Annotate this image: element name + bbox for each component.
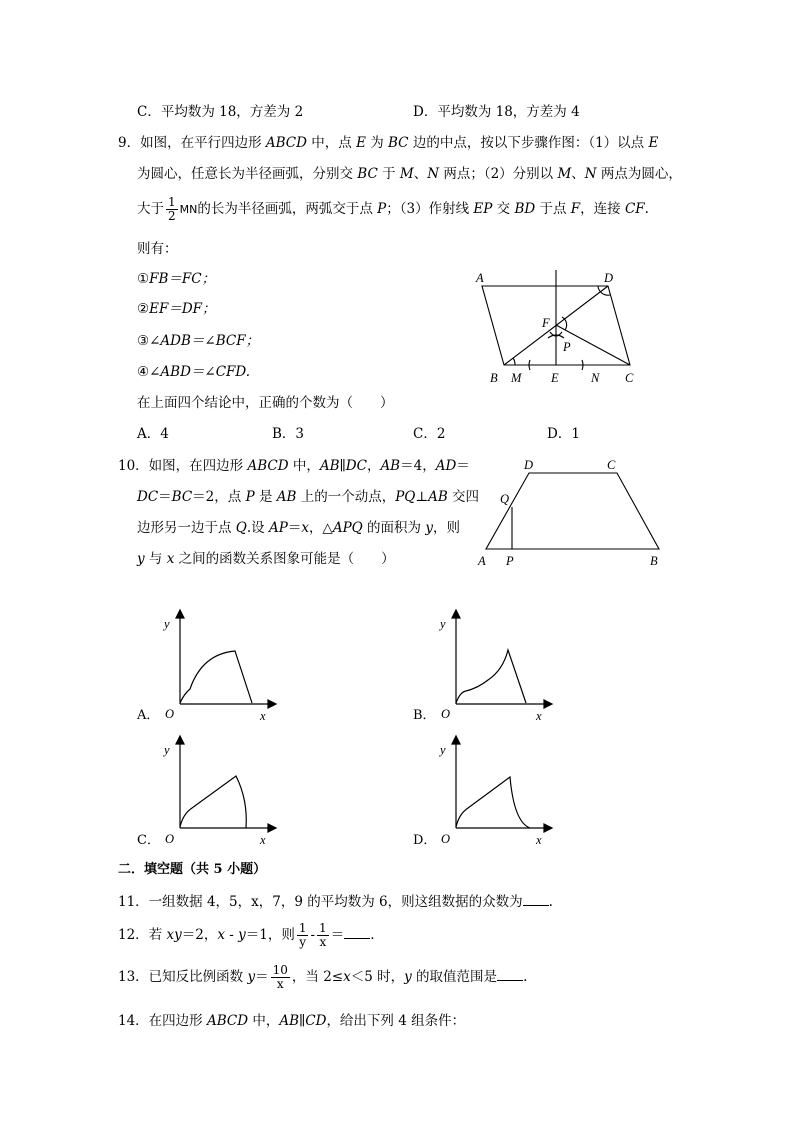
axis-y-label: y [440, 617, 446, 631]
q9-option-d: D．1 [547, 426, 580, 442]
label-q: Q [500, 492, 510, 506]
q8-option-d: D．平均数为 18，方差为 4 [413, 104, 580, 120]
curve-c [180, 776, 246, 828]
q10-line2: DC＝BC＝2，点 P 是 AB 上的一个动点，PQ⊥AB 交四 [137, 489, 480, 505]
option-b-label: B． [413, 708, 436, 723]
q9-statement-2: ②EF＝DF； [137, 301, 216, 317]
fraction-1-over-x: $\frac{1}{x}$ [319, 921, 327, 949]
option-a-label: A． [137, 708, 160, 723]
label-a: A [476, 271, 484, 285]
q10-graph-c [132, 732, 282, 852]
answer-blank[interactable] [497, 968, 523, 981]
q9-statement-1: ①FB＝FC； [137, 271, 216, 287]
label-p: P [506, 554, 514, 568]
q10-graph-a [132, 606, 282, 726]
q14: 14．在四边形 ABCD 中，AB∥CD，给出下列 4 组条件： [118, 1013, 466, 1029]
axis-y-label: y [164, 617, 170, 631]
q9-option-c: C．2 [413, 426, 446, 442]
fraction-1-over-y: $\frac{1}{y}$ [298, 921, 307, 949]
q9-parallelogram-figure [470, 262, 650, 392]
curve-b [456, 650, 526, 703]
axis-y-label: y [164, 743, 170, 757]
q9-statement-3: ③∠ADB＝∠BCF； [137, 333, 260, 349]
label-f: F [542, 316, 550, 330]
axis-x-label: x [536, 709, 542, 723]
q9-line3: 大于 $\frac{1}{2}$ MN的长为半径画弧，两弧交于点 P；（3）作射线 EP 交 BD 于点 F，连接 CF. [137, 195, 649, 223]
label-p: P [563, 340, 571, 354]
label-n: N [591, 371, 600, 385]
q10-trapezoid-figure [472, 455, 667, 570]
label-e: E [551, 371, 559, 385]
label-d: D [604, 271, 614, 285]
origin-label: O [165, 832, 175, 846]
label-b: B [490, 371, 498, 385]
option-c-label: C． [137, 833, 160, 848]
q10-line3: 边形另一边于点 Q.设 AP＝x，△APQ 的面积为 y，则 [137, 520, 460, 536]
answer-blank[interactable] [344, 926, 370, 939]
q9-option-a: A．4 [137, 426, 169, 442]
origin-label: O [441, 707, 451, 721]
angle-mark-b [513, 358, 515, 365]
q9-line2: 为圆心，任意长为半径画弧，分别交 BC 于 M、N 两点；（2）分别以 M、N 两点为圆心， [137, 166, 682, 182]
q13: 13．已知反比例函数 y＝ $\frac{10}{x}$ ，当 2≤x＜5 时，y 的取值范围是 . [118, 963, 528, 991]
axis-y-label: y [440, 743, 446, 757]
q10-graph-d [408, 732, 558, 852]
origin-label: O [441, 832, 451, 846]
half-fraction: $\frac{1}{2}$ [168, 195, 176, 223]
axis-x-label: x [260, 833, 266, 847]
option-d-label: D． [413, 833, 437, 848]
section-2-heading: 二．填空题（共 5 小题） [118, 862, 267, 877]
q9-option-b: B．3 [272, 426, 305, 442]
label-c: C [607, 458, 616, 472]
label-m: M [511, 371, 522, 385]
label-c: C [625, 371, 634, 385]
q10-line1: 10．如图，在四边形 ABCD 中，AB∥DC，AB＝4，AD＝ [118, 458, 470, 474]
curve-d [456, 777, 530, 828]
origin-label: O [165, 707, 175, 721]
answer-blank[interactable] [523, 893, 549, 906]
q9-question: 在上面四个结论中，正确的个数为（ ） [137, 395, 394, 411]
label-b: B [650, 554, 658, 568]
q9-then-have: 则有： [137, 241, 178, 257]
q11: 11．一组数据 4，5，x，7，9 的平均数为 6，则这组数据的众数为 . [118, 894, 553, 910]
q9-statement-4: ④∠ABD＝∠CFD. [137, 364, 251, 380]
label-a: A [478, 554, 486, 568]
q9-line1: 9．如图，在平行四边形 ABCD 中，点 E 为 BC 边的中点，按以下步骤作图：（1）以点 E [118, 135, 659, 151]
fraction-10-over-x: $\frac{10}{x}$ [272, 963, 288, 991]
q10-line4: y 与 x 之间的函数关系图象可能是（ ） [137, 551, 395, 567]
q8-option-c: C．平均数为 18，方差为 2 [137, 104, 304, 120]
axis-x-label: x [260, 709, 266, 723]
q10-graph-b [408, 606, 558, 726]
curve-a [180, 651, 252, 703]
axis-x-label: x [536, 833, 542, 847]
label-d: D [524, 458, 534, 472]
q12: 12．若 xy＝2，x - y＝1，则 $\frac{1}{y}$ - $\frac{1}{x}$ ＝ . [118, 921, 375, 949]
